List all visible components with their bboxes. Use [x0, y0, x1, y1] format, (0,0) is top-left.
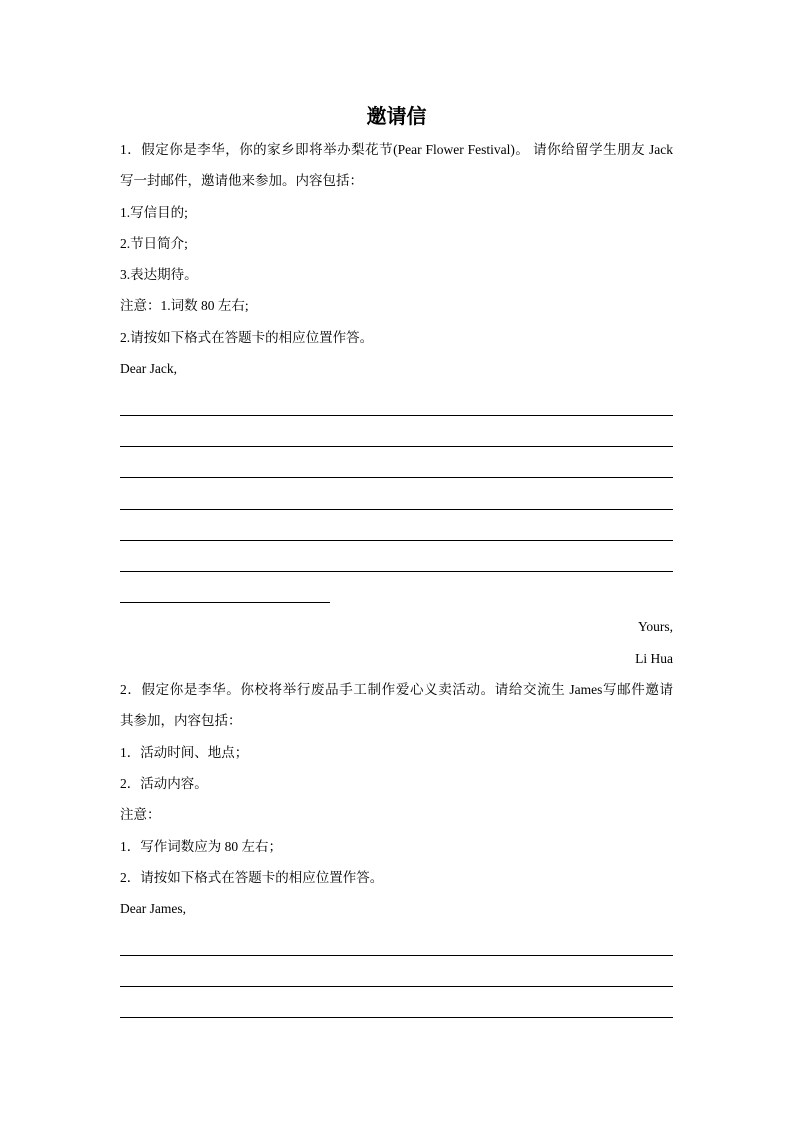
q2-note-label: 注意： [120, 807, 161, 823]
q1-content-item: 3.表达期待。 [120, 267, 198, 283]
q1-salutation: Dear Jack, [120, 361, 177, 377]
answer-line-short[interactable] [120, 572, 330, 603]
q1-note-2: 2.请按如下格式在答题卡的相应位置作答。 [120, 329, 374, 345]
q2-prompt-line-2: 其参加，内容包括： [120, 713, 242, 729]
q1-content-item: 1.写信目的; [120, 204, 188, 220]
q2-content-item: 2．活动内容。 [120, 775, 208, 791]
question-2 [120, 674, 673, 1018]
q1-prompt-line-2: 写一封邮件，邀请他来参加。内容包括： [120, 173, 363, 189]
q1-answer-area[interactable] [120, 384, 673, 603]
answer-line[interactable] [120, 987, 673, 1018]
answer-line[interactable] [120, 447, 673, 478]
q1-note-1: 注意：1.词数 80 左右; [120, 298, 249, 314]
q2-salutation: Dear James, [120, 901, 186, 917]
answer-line[interactable] [120, 384, 673, 415]
q1-signature: Li Hua [635, 650, 673, 666]
q1-prompt-line-1: 1．假定你是李华，你的家乡即将举办梨花节(Pear Flower Festival)。 请你给留学生朋友 Jack [120, 142, 673, 157]
answer-line[interactable] [120, 541, 673, 572]
q2-content-item: 1．活动时间、地点； [120, 744, 249, 760]
q1-closing: Yours, [637, 619, 673, 635]
q2-note: 2．请按如下格式在答题卡的相应位置作答。 [120, 869, 384, 885]
worksheet-page [120, 100, 673, 1018]
q2-note: 1．写作词数应为 80 左右； [120, 838, 282, 854]
answer-line[interactable] [120, 924, 673, 955]
answer-line[interactable] [120, 478, 673, 509]
page-title: 邀请信 [366, 106, 427, 128]
answer-line[interactable] [120, 510, 673, 541]
q2-answer-area[interactable] [120, 924, 673, 1018]
answer-line[interactable] [120, 416, 673, 447]
q1-content-item: 2.节日简介; [120, 235, 188, 251]
answer-line[interactable] [120, 956, 673, 987]
q2-prompt-line-1: 2．假定你是李华。你校将举行废品手工制作爱心义卖活动。请给交流生 James写邮件邀请 [120, 682, 673, 698]
question-1 [120, 134, 673, 674]
